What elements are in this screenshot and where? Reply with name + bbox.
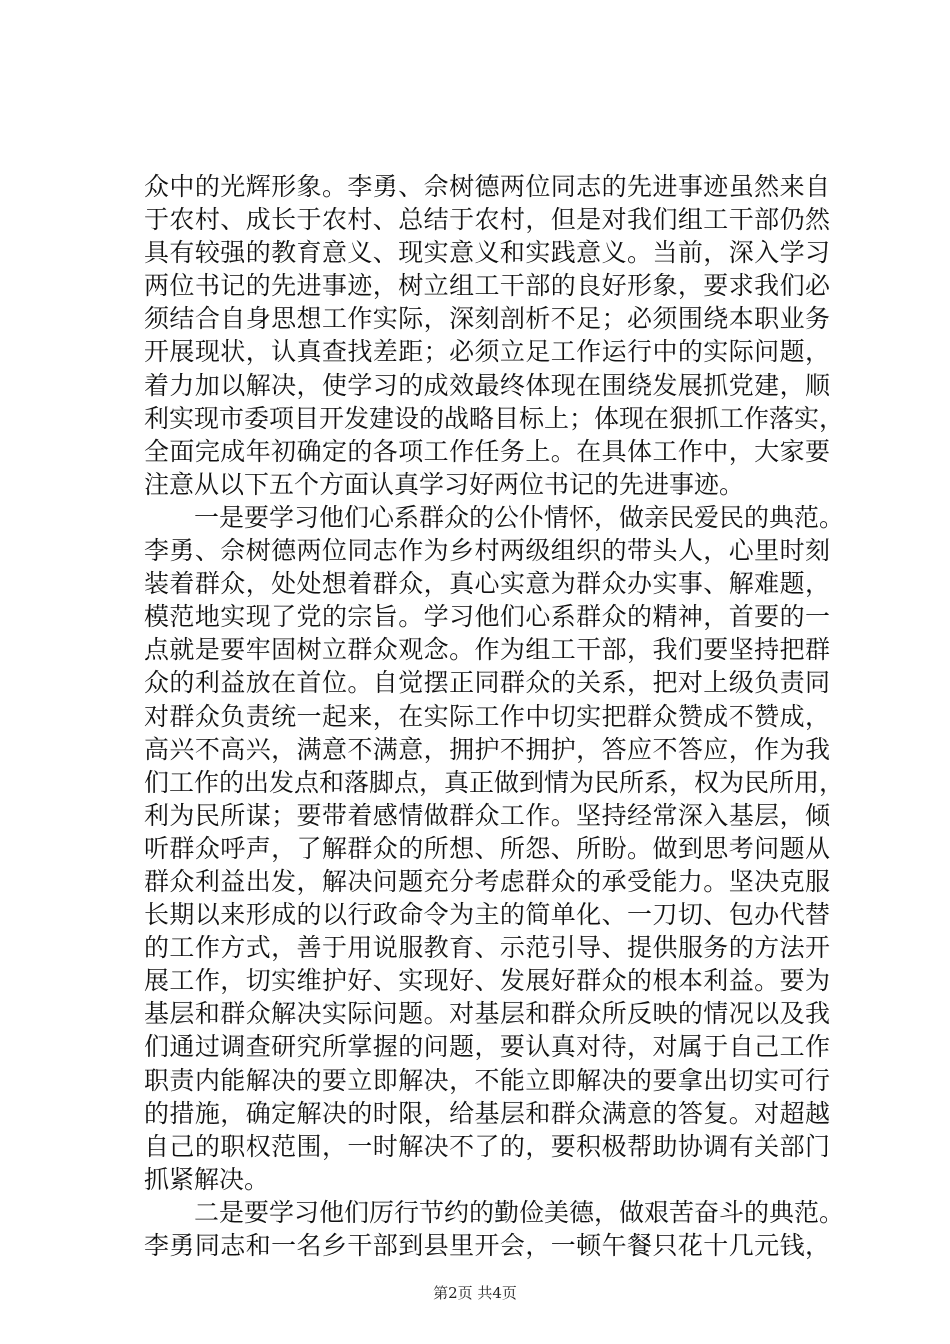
- text-line: 点就是要牢固树立群众观念。作为组工干部，我们要坚持把群: [144, 635, 830, 665]
- text-line: 全面完成年初确定的各项工作任务上。在具体工作中，大家要: [144, 436, 830, 466]
- document-body: [144, 170, 845, 1262]
- text-line: 们通过调查研究所掌握的问题，要认真对待，对属于自己工作: [144, 1032, 830, 1062]
- text-line: 着力加以解决，使学习的成效最终体现在围绕发展抓党建，顺: [144, 370, 830, 400]
- text-line: 装着群众，处处想着群众，真心实意为群众办实事、解难题，: [144, 569, 830, 599]
- text-line: 模范地实现了党的宗旨。学习他们心系群众的精神，首要的一: [144, 602, 830, 632]
- text-line: 须结合自身思想工作实际，深刻剖析不足；必须围绕本职业务: [144, 304, 830, 334]
- text-line: 对群众负责统一起来，在实际工作中切实把群众赞成不赞成，: [144, 701, 830, 731]
- text-line: 具有较强的教育意义、现实意义和实践意义。当前，深入学习: [144, 238, 830, 268]
- text-line: 利为民所谋；要带着感情做群众工作。坚持经常深入基层，倾: [144, 800, 830, 830]
- text-line: 开展现状，认真查找差距；必须立足工作运行中的实际问题，: [144, 337, 830, 367]
- text-line: 基层和群众解决实际问题。对基层和群众所反映的情况以及我: [144, 999, 830, 1029]
- text-line: 展工作，切实维护好、实现好、发展好群众的根本利益。要为: [144, 966, 830, 996]
- text-line: 的措施，确定解决的时限，给基层和群众满意的答复。对超越: [144, 1098, 830, 1128]
- text-line: 的工作方式，善于用说服教育、示范引导、提供服务的方法开: [144, 933, 830, 963]
- text-line: 于农村、成长于农村、总结于农村，但是对我们组工干部仍然: [144, 205, 830, 235]
- text-line: 听群众呼声，了解群众的所想、所怨、所盼。做到思考问题从: [144, 833, 830, 863]
- text-line: 自己的职权范围，一时解决不了的，要积极帮助协调有关部门: [144, 1131, 830, 1161]
- text-line: 两位书记的先进事迹，树立组工干部的良好形象，要求我们必: [144, 271, 830, 301]
- text-line: 职责内能解决的要立即解决，不能立即解决的要拿出切实可行: [144, 1065, 830, 1095]
- text-line: 李勇同志和一名乡干部到县里开会，一顿午餐只花十几元钱，: [144, 1231, 830, 1260]
- page-number-footer: 第2页 共4页: [433, 1284, 517, 1302]
- text-line: 注意从以下五个方面认真学习好两位书记的先进事迹。: [144, 469, 745, 499]
- paragraph-start-line: 一是要学习他们心系群众的公仆情怀，做亲民爱民的典范。: [194, 502, 845, 532]
- text-line: 李勇、佘树德两位同志作为乡村两级组织的带头人，心里时刻: [144, 536, 830, 566]
- text-line: 利实现市委项目开发建设的战略目标上；体现在狠抓工作落实，: [144, 403, 845, 433]
- paragraph-start-line: 二是要学习他们厉行节约的勤俭美德，做艰苦奋斗的典范。: [194, 1197, 845, 1227]
- text-line: 群众利益出发，解决问题充分考虑群众的承受能力。坚决克服: [144, 866, 830, 896]
- text-line: 众中的光辉形象。李勇、佘树德两位同志的先进事迹虽然来自: [144, 172, 830, 201]
- text-line: 抓紧解决。: [144, 1164, 270, 1194]
- text-line: 众的利益放在首位。自觉摆正同群众的关系，把对上级负责同: [144, 668, 830, 698]
- text-line: 长期以来形成的以行政命令为主的简单化、一刀切、包办代替: [144, 900, 830, 930]
- text-line: 们工作的出发点和落脚点，真正做到情为民所系，权为民所用，: [144, 767, 845, 797]
- text-line: 高兴不高兴，满意不满意，拥护不拥护，答应不答应，作为我: [144, 734, 830, 764]
